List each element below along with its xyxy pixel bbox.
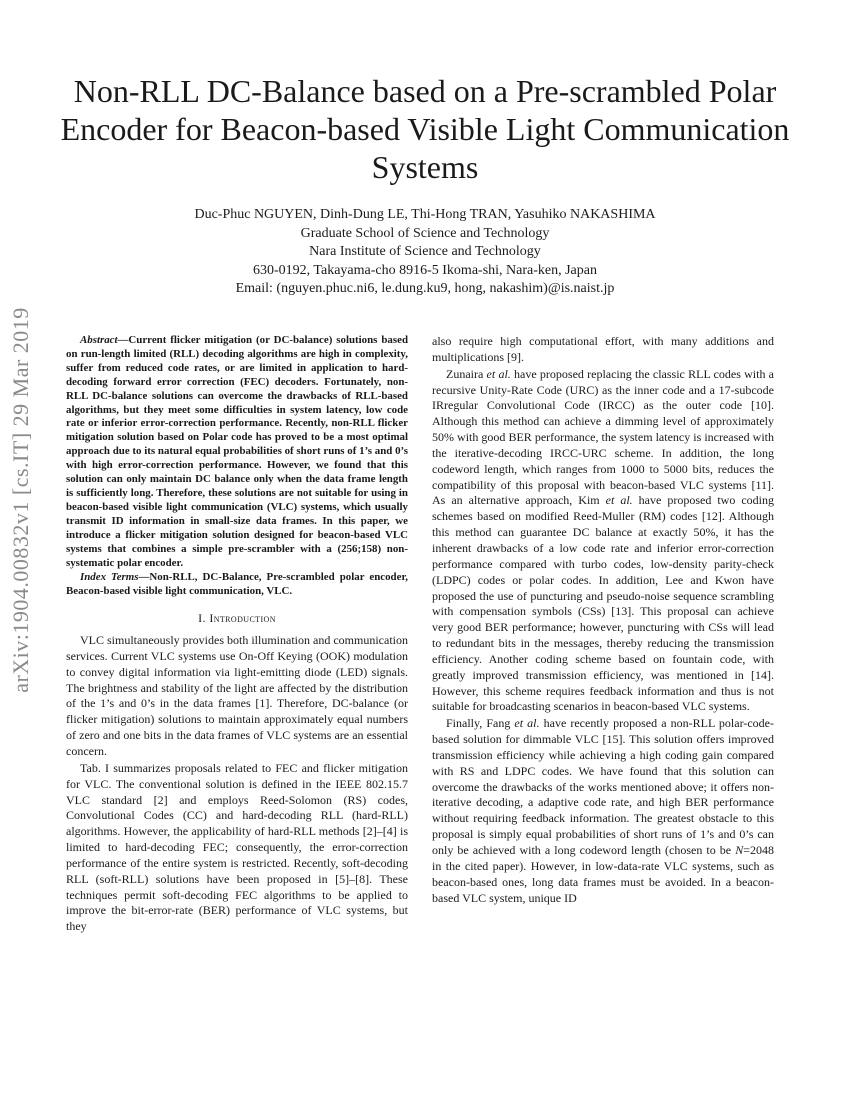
text-run: Finally, Fang: [446, 716, 515, 731]
text-run: Zunaira: [446, 366, 487, 381]
et-al: et al.: [605, 493, 633, 508]
intro-paragraph-3: [432, 367, 774, 716]
abstract-text: —Current flicker mitigation (or DC-balance) solutions based on run-length limited (RLL) decoding algorithms are high in complexity, suffer from reduced code rates, or are limited in application to hard-decoding forward error correction (FEC) decoders. Fortunately, non-RLL DC-balance solutions can overcome the drawbacks of RLL-based algorithms, but they meet some difficulties in system latency, low code rate or inferior error-correction performance. Recently, non-RLL flicker mitigation solution based on Polar code has proved to be a most optimal approach due to its natural equal probabilities of short runs of 1’s and 0’s with high error-correction performance. However, we found that this solution can only maintain DC balance only when the data frame length is sufficiently long. Therefore, these solutions are not suitable for using in beacon-based visible light communication (VLC) systems, which usually transmit ID information in small-size data frames. In this paper, we introduce a flicker mitigation solution designed for beacon-based VLC systems that combines a simple pre-scrambler with a (256;158) non-systematic polar encoder.: [66, 334, 408, 569]
intro-paragraph-1: VLC simultaneously provides both illumination and communication services. Current VLC systems use On-Off Keying (OOK) modulation to convey digital information via light-emitting diode (LED) signals. The brightness and stability of the light are affected by the distribution of the 1’s and 0’s in the data frames [1]. Therefore, DC-balance (or flicker mitigation) solutions to maintain approximately equal numbers of zero and one bits in the data frames of VLC systems are an essential concern.: [66, 633, 408, 758]
index-terms: [66, 571, 408, 599]
paper-title: Non-RLL DC-Balance based on a Pre-scrambled Polar Encoder for Beacon-based Visible Light Communication Systems: [60, 73, 790, 185]
intro-paragraph-2: Tab. I summarizes proposals related to FEC and flicker mitigation for VLC. The conventional solution is defined in the IEEE 802.15.7 VLC standard [2] and employs Reed-Solomon (RS) codes, Convolutional Codes (CC) and hard-decoding RLL (hard-RLL) algorithms. However, the applicability of hard-RLL methods [2]–[4] is limited to hard-decoding FEC; consequently, the error-correction performance of the entire system is restricted. Recently, soft-decoding RLL (soft-RLL) solutions have been proposed in [5]–[8]. These techniques permit soft-decoding FEC algorithms to be applied to improve the bit-error-rate (BER) performance of VLC systems, but they: [66, 760, 408, 934]
abstract: [66, 334, 408, 570]
index-terms-text: —Non-RLL, DC-Balance, Pre-scrambled polar encoder, Beacon-based visible light communication, VLC.: [66, 571, 408, 598]
affiliation-school: Graduate School of Science and Technology: [300, 225, 550, 241]
index-terms-label: Index Terms: [80, 571, 139, 584]
right-column: [432, 334, 774, 907]
author-block: [60, 206, 790, 299]
section-heading-introduction: [66, 611, 408, 627]
section-number: I.: [198, 611, 206, 626]
et-al: et al.: [486, 366, 511, 381]
variable-n: N: [735, 843, 744, 857]
et-al: et al.: [514, 716, 540, 731]
left-column: [66, 334, 408, 936]
author-email: Email: (nguyen.phuc.ni6, le.dung.ku9, hong, nakashim)@is.naist.jp: [235, 281, 615, 296]
text-run: =2048 in the cited paper). However, in low-data-rate VLC systems, such as beacon-based ones, long data frames must be avoided. In a beacon-based VLC system, unique ID: [432, 843, 774, 905]
author-names: Duc-Phuc NGUYEN, Dinh-Dung LE, Thi-Hong TRAN, Yasuhiko NAKASHIMA: [194, 207, 656, 222]
text-run: have recently proposed a non-RLL polar-code-based solution for dimmable VLC [15]. This solution offers improved transmission efficiency while achieving a high coding gain compared with RS and LDPC codes. We have found that this solution can overcome the drawbacks of the works mentioned above; it offers non-iterative decoding, a adaptive code rate, and high BER performance without requiring feedback information. The greatest obstacle to this proposal is simply equal probabilities of short runs of 1’s and 0’s can only be achieved with a long codeword length (chosen to be: [432, 716, 774, 857]
affiliation-address: 630-0192, Takayama-cho 8916-5 Ikoma-shi, Nara-ken, Japan: [253, 262, 597, 278]
arxiv-sidebar: [2, 300, 40, 700]
arxiv-identifier: arXiv:1904.00832v1 [cs.IT] 29 Mar 2019: [8, 307, 33, 693]
text-run: have proposed replacing the classic RLL codes with a recursive Unity-Rate Code (URC) as the inner code and a 17-subcode IRregular Convolutional Code (IRCC) as the outer code [10]. Although this method can achieve a dimming level of approximately 50% with good BER performance, the system latency is increased with the iterative-decoding IRCC-URC scheme. In addition, the long codeword length, which ranges from 1000 to 5000 bits, reduces the compatibility of this proposal with beacon-based VLC systems [11]. As an alternative approach, Kim: [432, 366, 774, 508]
section-title: Introduction: [209, 611, 276, 626]
intro-paragraph-continued: also require high computational effort, with many additions and multiplications [9].: [432, 334, 774, 364]
text-run: have proposed two coding schemes based on modified Reed-Muller (RM) codes [12]. Although this method can guarantee DC balance at exactly 50%, it has the inherent drawbacks of a low code rate and inferior error-correction performance compared with turbo codes, low-density parity-check (LDPC) codes or polar codes. In addition, Lee and Kwon have proposed the use of puncturing and pseudo-noise sequence scrambling with compensation symbols (CSs) [13]. This proposal can achieve very good BER performance; however, puncturing with CSs will lead to redundant bits in the messages, thereby reducing the transmission efficiency. Another coding scheme based on fountain code, with greatly improved transmission efficiency, was mentioned in [14]. However, this scheme requires feedback information and thus is not suitable for broadcasting scenarios in beacon-based VLC systems.: [432, 493, 775, 714]
intro-paragraph-4: [432, 716, 774, 906]
abstract-label: Abstract: [80, 334, 118, 346]
affiliation-institute: Nara Institute of Science and Technology: [309, 244, 541, 259]
